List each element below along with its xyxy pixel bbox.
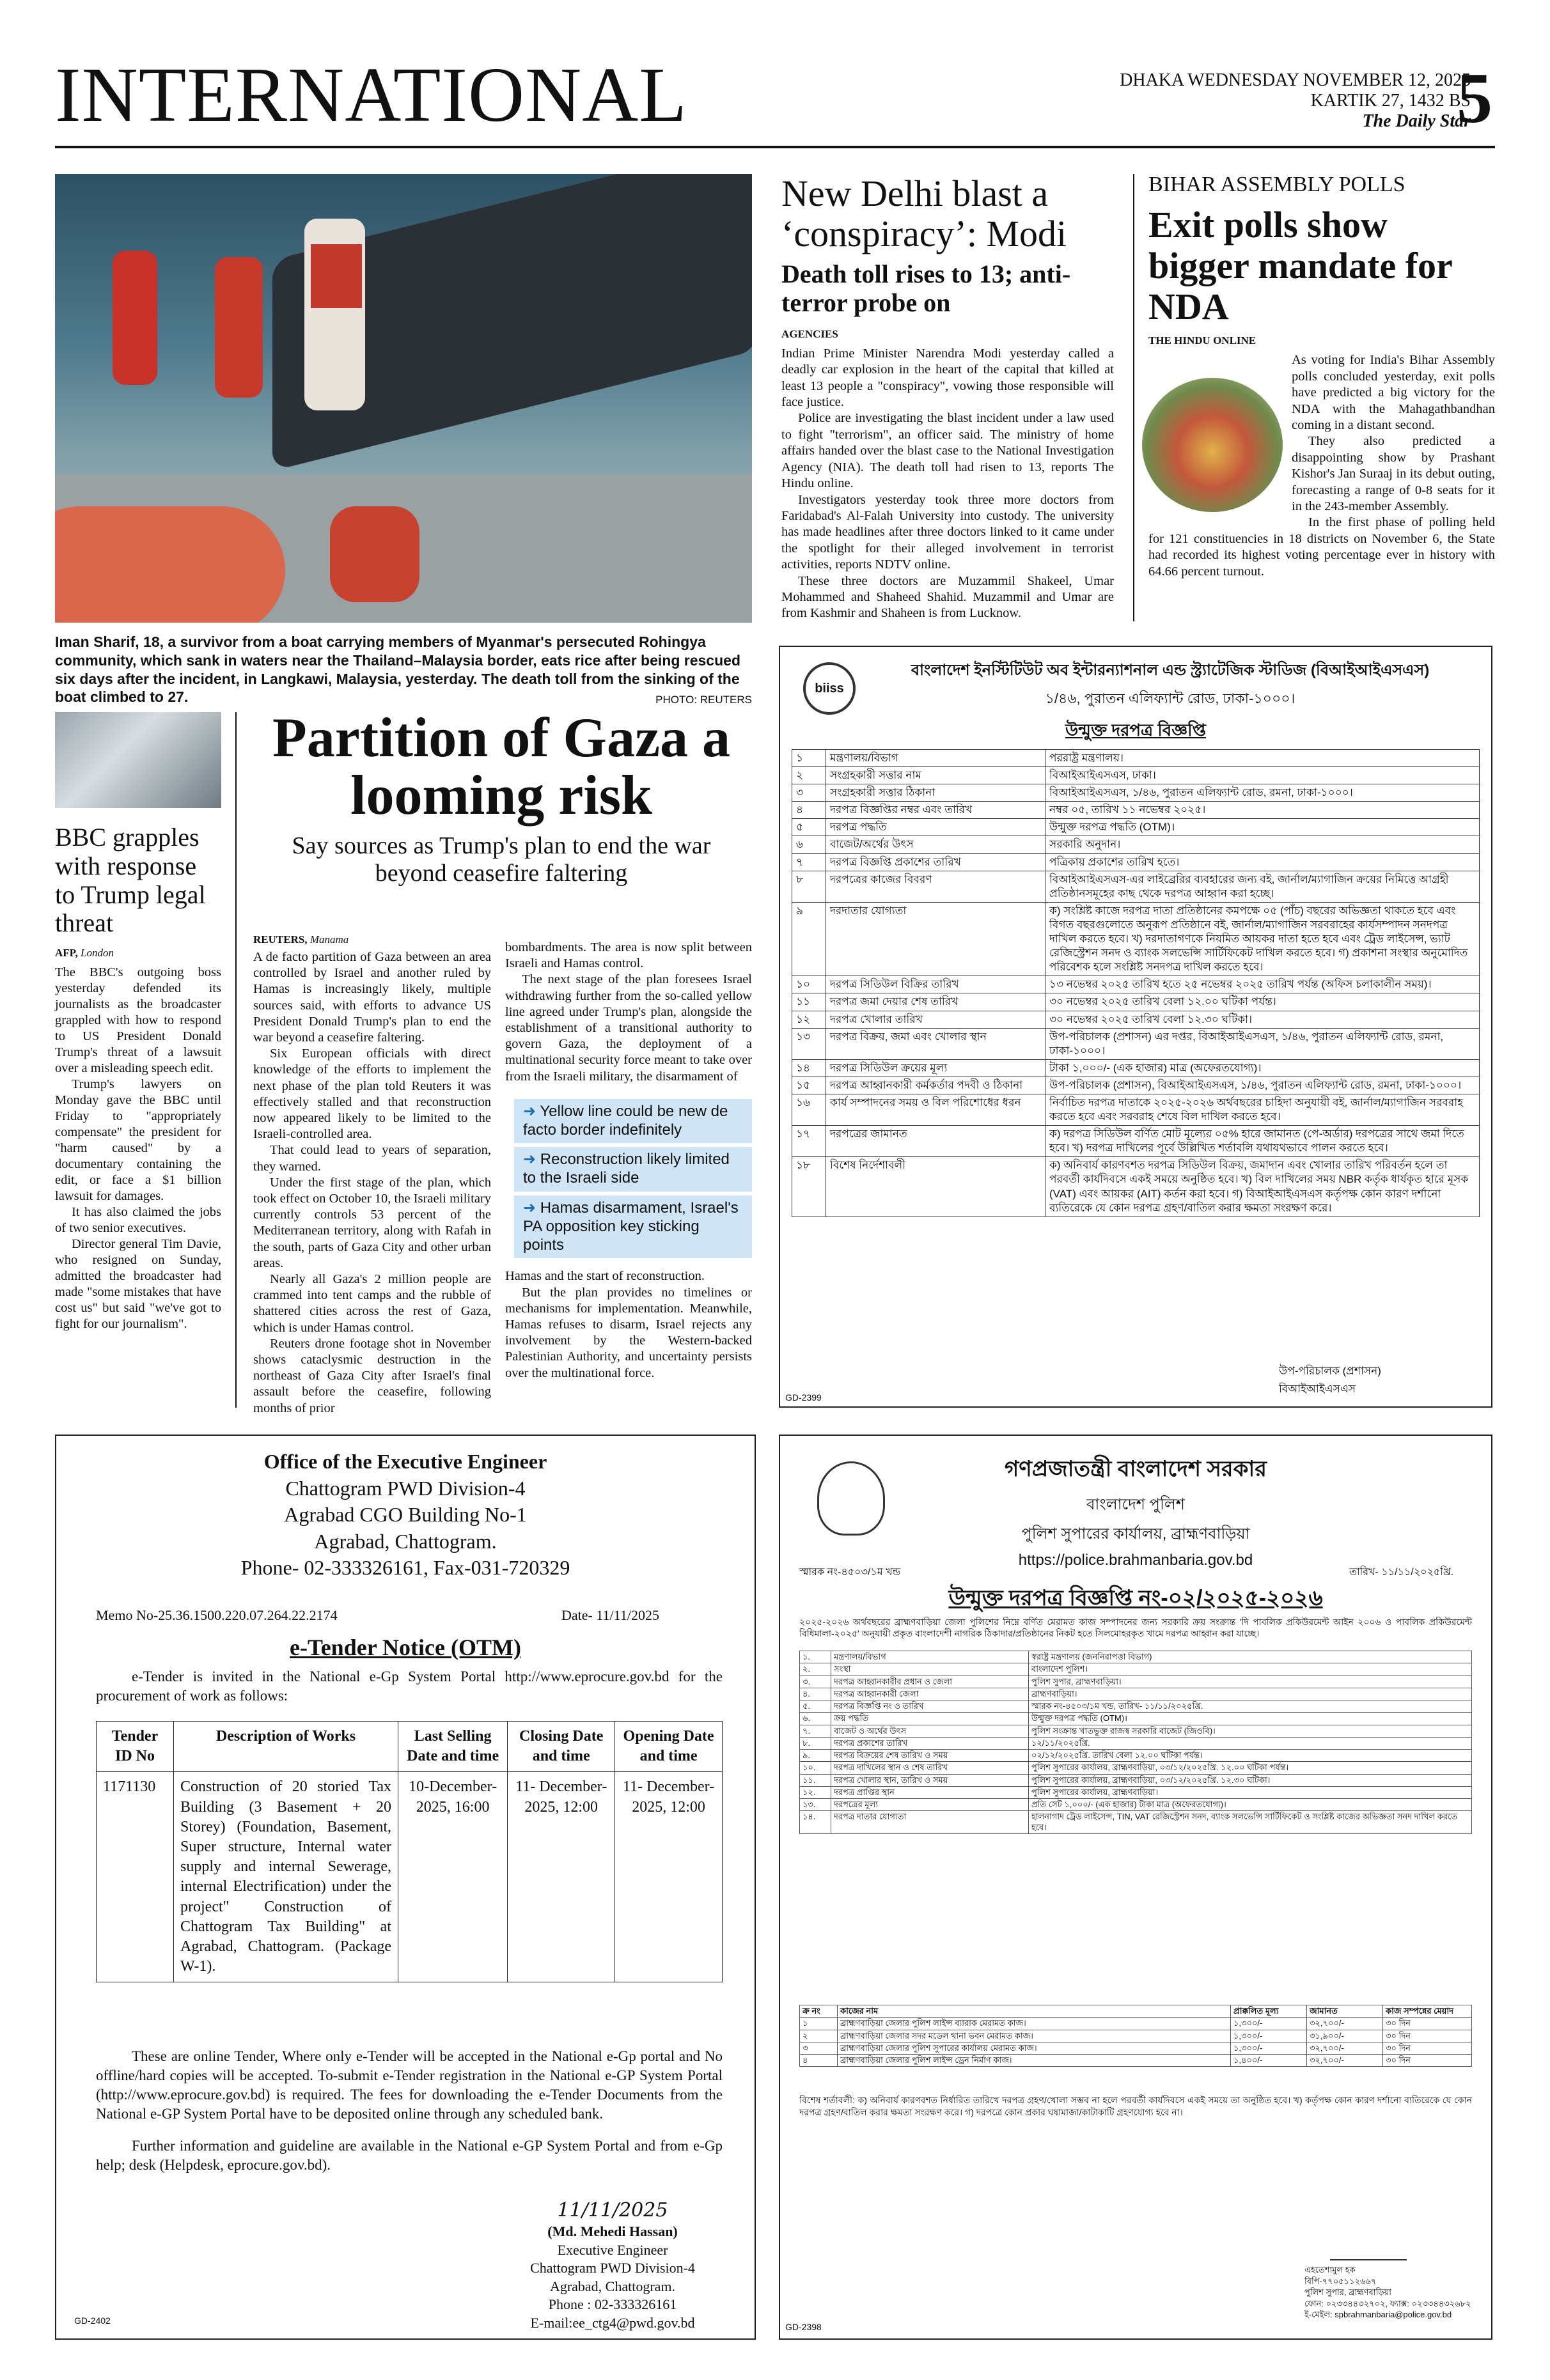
gaza-paragraph: Under the first stage of the plan, which took effect on October 10, the Israeli military currently controls 53 percent of the Mediterranean territory, along with Rafah in the south, parts of Gaza City and other urban areas. [253,1175,491,1270]
table-cell: ক) দরপত্র সিডিউল বর্ণিত মোট মূল্যের ০৫% হারে জামানত (পে-অর্ডার) দরপত্রের সাথে জমা দিতে হবে। খ) দরপত্র দাখিলের পূর্বে উল্লিখিত শর্তাবলি যথাযথভাবে পালন করতে হবে। [1045,1126,1480,1157]
table-cell: পুলিশ সুপারের কার্যালয়, ব্রাহ্মণবাড়িয়া, ০৩/১২/২০২৫খ্রি. ১২.৩০ ঘটিকা। [1029,1774,1472,1786]
table-cell: সংগ্রহকারী সত্তার নাম [826,767,1045,784]
bbc-photo [55,712,221,808]
table-cell: পুলিশ সংক্রান্ত খাতভুক্ত রাজস্ব সরকারি বাজেট (জিওবি)। [1029,1725,1472,1737]
gaza-head [251,707,752,888]
table-cell: মন্ত্রণালয়/বিভাগ [831,1651,1029,1663]
table-cell: দরপত্রের মূল্য [831,1799,1029,1811]
table-cell: ২. [800,1663,831,1676]
table-header: প্রাক্কলিত মূল্য [1231,2005,1307,2018]
table-cell: সংস্থা [831,1663,1029,1676]
table-cell: টাকা ১,০০০/- (এক হাজার) মাত্র (অফেরতযোগ্য)। [1045,1059,1480,1077]
table-cell: দরপত্রের কাজের বিবরণ [826,871,1045,902]
bihar-paragraph: In the first phase of polling held for 121 constituencies in 18 districts on November 6, the State had recorded its highest voting percentage ever in history with 64.66 percent turnout. [1148,515,1495,579]
dateline-block [1113,70,1471,132]
pwd-office: Office of the Executive Engineer [263,1450,547,1473]
signer-city: Agrabad, Chattogram. [549,2278,676,2294]
key-point [514,1147,752,1192]
delhi-paragraph: These three doctors are Muzammil Shakeel, Umar Mohammed and Shaheed Shahid. Muzammil and Umar are from Kashmir and Shaheen is from Lucknow. [781,573,1114,621]
bihar-story [1148,174,1495,580]
table-cell: ক্রয় পদ্ধতি [831,1713,1029,1725]
table-row [792,976,1480,993]
biiss-signature [1279,1363,1381,1399]
table-cell: ৫. [800,1700,831,1713]
table-cell: দরপত্র বিক্রয়ের শেষ তারিখ ও সময় [831,1750,1029,1762]
pwd-division: Chattogram PWD Division-4 [285,1476,526,1500]
table-row [800,2055,1472,2067]
table-row [97,1772,723,1982]
table-row [792,1059,1480,1077]
table-row [800,1750,1472,1762]
biiss-logo: biiss [803,662,856,715]
table-row [800,1774,1472,1786]
table-header: Closing Date and time [508,1722,615,1772]
table-cell: পুলিশ সুপার, ব্রাহ্মণবাড়িয়া। [1029,1676,1472,1688]
table-row [792,1094,1480,1125]
table-row [792,1126,1480,1157]
table-cell: ৩২,৭০০/- [1307,2042,1383,2054]
table-cell: দরপত্র দাখিলের স্থান ও শেষ তারিখ [831,1762,1029,1774]
table-cell: দরদাতার যোগ্যতা [826,902,1045,976]
table-cell: স্মারক নং-৪৫০৩/১ম খন্ড, তারিখ- ১১/১১/২০২৫খ্রি. [1029,1700,1472,1713]
table-cell: ৬ [792,836,826,853]
table-header: কাজ সম্পন্নের মেয়াদ [1383,2005,1472,2018]
table-cell: সরকারি অনুদান। [1045,836,1480,853]
police-tender-ad [779,1435,1492,2340]
table-cell: পুলিশ সুপারের কার্যালয়, ব্রাহ্মণবাড়িয়া। [1029,1786,1472,1798]
pwd-title: e-Tender Notice (OTM) [290,1635,521,1660]
column-rule [235,712,237,1408]
closing-date: 11- December-2025, 12:00 [508,1772,615,1982]
table-cell: দরপত্র প্রাপ্তির স্থান [831,1786,1029,1798]
table-cell: দরপত্র খোলার তারিখ [826,1011,1045,1028]
table-cell: ১৫ [792,1077,826,1094]
bbc-dateline: London [81,947,114,960]
table-cell: ৪. [800,1688,831,1700]
pwd-intro: e-Tender is invited in the National e-Gp System Portal http://www.eprocure.gov.bd for the procurement of work as follows: [96,1668,723,1704]
police-dept: বাংলাদেশ পুলিশ [1086,1496,1185,1513]
signer-email: E-mail:ee_ctg4@pwd.gov.bd [530,2314,695,2331]
table-cell: ৩০ দিন [1383,2018,1472,2030]
table-cell: ১২ [792,1011,826,1028]
table-row [800,2018,1472,2030]
key-point-text: Yellow line could be new de facto border indefinitely [523,1102,728,1139]
gaza-paragraph: Hamas and the start of reconstruction. [505,1269,705,1284]
table-cell: ৯ [792,902,826,976]
biiss-sign-title: উপ-পরিচালক (প্রশাসন) [1279,1365,1381,1377]
table-cell: বাজেট ও অর্থের উৎস [831,1725,1029,1737]
table-row [800,1688,1472,1700]
table-row [800,1725,1472,1737]
table-cell: দরপত্রের জামানত [826,1126,1045,1157]
table-row [792,1011,1480,1028]
table-row [800,1663,1472,1676]
pwd-building: Agrabad CGO Building No-1 [284,1503,527,1527]
table-cell: উপ-পরিচালক (প্রশাসন), বিআইআইএসএস, ১/৪৬, পুরাতন এলিফ্যান্ট রোড, রমনা, ঢাকা-১০০০। [1045,1077,1480,1094]
table-row [792,836,1480,853]
table-row [800,1713,1472,1725]
table-cell: স্বরাষ্ট্র মন্ত্রণালয় (জননিরাপত্তা বিভাগ) [1029,1651,1472,1663]
table-cell: দরপত্র জমা দেয়ার শেষ তারিখ [826,993,1045,1011]
table-cell: ১৮ [792,1157,826,1217]
gaza-paragraph: But the plan provides no timelines or mechanisms for implementation. Meanwhile, Hamas refuses to disarm, Israel rejects any involvement by the Western-backed Palestinian Authority, and uncertainty persists over the multinational force. [505,1285,752,1380]
table-cell: দরপত্র সিডিউল বিক্রির তারিখ [826,976,1045,993]
table-header: ক্র নং [800,2005,838,2018]
arrow-icon: ➜ [523,1199,536,1217]
bbc-story [55,712,221,1332]
police-header [780,1452,1491,1569]
table-cell: ৩২,৭০০/- [1307,2055,1383,2067]
gaza-byline: REUTERS, [253,933,308,945]
pwd-tender-table [96,1721,723,1982]
table-cell: পররাষ্ট্র মন্ত্রণালয়। [1045,750,1480,767]
table-cell: ৪ [800,2055,838,2067]
biiss-sign-org: বিআইআইএসএস [1279,1383,1356,1395]
arrow-icon: ➜ [523,1151,536,1169]
tender-id: 1171130 [97,1772,174,1982]
delhi-byline: AGENCIES [781,327,838,340]
table-cell: ৩ [792,784,826,802]
table-cell: ২ [792,767,826,784]
table-cell: বাজেট/অর্থের উৎস [826,836,1045,853]
table-row [792,853,1480,871]
table-cell: ৮ [792,871,826,902]
table-cell: সংগ্রহকারী সত্তার ঠিকানা [826,784,1045,802]
table-row [792,802,1480,819]
table-row [800,1799,1472,1811]
table-row [792,819,1480,836]
pwd-para-1: These are online Tender, Where only e-Tender will be accepted in the National e-Gp portal and No offline/hard copies will be accepted. To-submit e-Tender registration in the National e-GP System Portal (http://www.eprocure.gov.bd) is required. The fees for downloading the e-Tender Documents from the National e-GP System Portal have to be deposited online through any scheduled bank. [96,2048,723,2122]
pwd-city: Agrabad, Chattogram. [314,1529,497,1553]
table-header: জামানত [1307,2005,1383,2018]
table-row [792,1028,1480,1059]
signer-phone: Phone : 02-333326161 [548,2296,677,2313]
gaza-subhead: Say sources as Trump's plan to end the war beyond ceasefire faltering [292,832,711,887]
table-cell: উপ-পরিচালক (প্রশাসন) এর দপ্তর, বিআইআইএসএস, ১/৪৬, পুরাতন এলিফ্যান্ট রোড, রমনা, ঢাকা-১০০০। [1045,1028,1480,1059]
bbc-paragraph: Trump's lawyers on Monday gave the BBC until Friday to "appropriately compensate" the president for "harm caused" by a documentary containing the edit, or face a $1 billion lawsuit for damages. [55,1077,221,1204]
table-cell: ১৪ [792,1059,826,1077]
table-row [792,902,1480,976]
table-cell: ৩. [800,1676,831,1688]
gaza-headline: Partition of Gaza a looming risk [272,707,731,827]
table-row [792,1157,1480,1217]
table-cell: ১ [800,2018,838,2030]
dateline: DHAKA WEDNESDAY NOVEMBER 12, 2025 [1120,70,1471,90]
table-header: Opening Date and time [615,1722,723,1772]
table-row [792,993,1480,1011]
gaza-byline-row [253,933,491,947]
arrow-icon: ➜ [523,1102,536,1120]
table-cell: ব্রাহ্মণবাড়িয়া। [1029,1688,1472,1700]
table-cell: ৩ [800,2042,838,2054]
rescue-photo [55,174,752,623]
pwd-memo: Memo No-25.36.1500.220.07.264.22.2174 [96,1607,338,1623]
bbc-body [55,965,221,1332]
table-cell: ক) সংশ্লিষ্ট কাজে দরপত্র দাতা প্রতিষ্ঠানের কমপক্ষে ০৫ (পাঁচ) বছরের অভিজ্ঞতা থাকতে হবে এবং বিগত বছরগুলোতে অনুরূপ প্রতিষ্ঠানে বই, জার্নাল/ম্যাগাজিন সরবরাহের কার্যসম্পাদন সনদপত্র দাখিল করতে হবে। খ) দরদাতাগণকে নিয়মিত আয়কর দাতা হতে হবে এবং ট্রেড লাইসেন্স, ভ্যাট রেজিস্ট্রেশন সনদ ও ব্যাংক সলভেন্সি সার্টিফিকেট দাখিল করতে হবে। গ) প্রকাশনা সংস্থার অনুমোদিত পরিবেশক হলে সংশ্লিষ্ট সনদপত্র দাখিল করতে হবে। [1045,902,1480,976]
table-cell: বিআইআইএসএস-এর লাইব্রেরির ব্যবহারের জন্য বই, জার্নাল/ম্যাগাজিন ক্রয়ের নিমিত্তে আগ্রহী প্রতিষ্ঠানসমূহের কাছ থেকে দরপত্র আহ্বান করা হচ্ছে। [1045,871,1480,902]
table-header: Tender ID No [97,1722,174,1772]
signer-title: পুলিশ সুপার, ব্রাহ্মণবাড়িয়া [1304,2287,1391,2298]
police-intro: ২০২৫-২০২৬ অর্থবছরের ব্রাহ্মণবাড়িয়া জেলা পুলিশের নিম্নে বর্ণিত মেরামত কাজ সম্পাদনের জন্য সরকারি ক্রয় সংক্রান্ত 'দি পাবলিক প্রকিউরমেন্ট আইন ২০০৬ ও পাবলিক প্রকিউরমেন্ট বিধিমালা-২০২৫' অনুযায়ী প্রকৃত বাংলাদেশী নাগরিক ঠিকাদার/প্রতিষ্ঠানের নিকট হতে সিলমোহরকৃত খামে দরপত্র আহ্বান করা যাচ্ছে। [799,1617,1472,1639]
bihar-kicker: BIHAR ASSEMBLY POLLS [1148,173,1405,196]
biiss-title: উন্মুক্ত দরপত্র বিজ্ঞপ্তি [1065,720,1206,740]
pwd-tender-ad [55,1435,756,2340]
table-cell: ১,৪০০/- [1231,2055,1307,2067]
bbc-headline: BBC grapples with response to Trump legal threat [55,823,206,938]
table-cell: পুলিশ সুপারের কার্যালয়, ব্রাহ্মণবাড়িয়া, ০৩/১২/২০২৫খ্রি. ১২.০০ ঘটিকা পর্যন্ত। [1029,1762,1472,1774]
table-cell: দরপত্র বিজ্ঞপ্তির নম্বর এবং তারিখ [826,802,1045,819]
police-title: উন্মুক্ত দরপত্র বিজ্ঞপ্তি নং-০২/২০২৫-২০২৬ [948,1586,1323,1610]
signer-name: (Md. Mehedi Hassan) [547,2223,678,2239]
table-row [800,1762,1472,1774]
table-header: Description of Works [174,1722,398,1772]
photo-caption: Iman Sharif, 18, a survivor from a boat carrying members of Myanmar's persecuted Rohingya community, which sank in waters near the Thailand–Malaysia border, eats rice after being rescued six days after the incident, in Langkawi, Malaysia, yesterday. The death toll from the sinking of the boat climbed to 27. [55,634,740,706]
key-point [514,1099,752,1144]
pwd-para-2: Further information and guideline are available in the National e-GP System Portal and from e-Gp help; desk (Helpdesk, eprocure.gov.bd). [96,2138,723,2173]
signer-name: এহতেশামুল হক [1304,2265,1356,2275]
table-cell: নির্বাচিত দরপত্র দাতাকে ২০২৫-২০২৬ অর্থবছরের চাহিদা অনুযায়ী বই, জার্নাল/ম্যাগাজিন সরবরাহ করতে হবে এবং সরবরাহ শেষে বিল দাখিল করতে হবে। [1045,1094,1480,1125]
bihar-body [1148,352,1495,580]
bbc-paragraph: Director general Tim Davie, who resigned on Sunday, admitted the broadcaster had made "some mistakes that have cost us" but said "we've got to fight for our journalism". [55,1237,221,1332]
delhi-paragraph: Police are investigating the blast incident under a law used to fight "terrorism", an officer said. The ministry of home affairs handed over the blast case to the National Investigation Agency (NIA). The death toll had risen to 13, reports The Hindu online. [781,411,1114,491]
table-cell: দরপত্র পদ্ধতি [826,819,1045,836]
table-cell: ১১ [792,993,826,1011]
delhi-subhead: Death toll rises to 13; anti-terror probe on [781,260,1071,318]
table-cell: উন্মুক্ত দরপত্র পদ্ধতি (OTM)। [1045,819,1480,836]
last-selling-date: 10-December-2025, 16:00 [398,1772,508,1982]
table-cell: ১১. [800,1774,831,1786]
table-cell: ৩০ নভেম্বর ২০২৫ তারিখ বেলা ১২.০০ ঘটিকা পর্যন্ত। [1045,993,1480,1011]
table-cell: ২ [800,2030,838,2042]
table-cell: বিশেষ নির্দেশাবলী [826,1157,1045,1217]
voters-photo [1142,378,1283,512]
police-website: https://police.brahmanbaria.gov.bd [1018,1552,1253,1569]
bbc-paragraph: The BBC's outgoing boss yesterday defended its journalists as the broadcaster grappled with how to respond to US President Donald Trump's threat of a lawsuit over a misleading speech edit. [55,965,221,1076]
paper-name: The Daily Star [1362,111,1471,132]
ad-code: GD-2402 [74,2315,111,2326]
biiss-org: বাংলাদেশ ইনস্টিটিউট অব ইন্টারন্যাশনাল এন্ড স্ট্র্যাটেজিক স্টাডিজ (বিআইআইএসএস) [911,662,1430,679]
table-cell: বিআইআইএসএস, ঢাকা। [1045,767,1480,784]
police-table [799,1651,1472,1834]
signer-phone: ফোন: ০২৩৩৪৪৩২৭০২, ফ্যাক্স: ০২৩৩৪৪৩২৬৮২ [1304,2298,1471,2308]
table-cell: কার্য সম্পাদনের সময় ও বিল পরিশোধের ধরন [826,1094,1045,1125]
signature-mark [1330,2241,1407,2260]
ad-code: GD-2399 [785,1392,822,1403]
table-cell: ৮. [800,1737,831,1749]
police-works-table [799,2005,1472,2067]
biiss-header [863,658,1477,712]
table-cell: ব্রাহ্মণবাড়িয়া জেলার পুলিশ লাইন্স ব্যারাক মেরামত কাজ। [838,2018,1231,2030]
table-cell: ৩২,৭০০/- [1307,2018,1383,2030]
bbc-paragraph: It has also claimed the jobs of two senior executives. [55,1205,221,1236]
police-memo: স্মারক নং-৪৫০৩/১ম খন্ড [799,1567,901,1578]
pwd-signature [504,2198,721,2333]
gaza-paragraph: Nearly all Gaza's 2 million people are crammed into tent camps and the rubble of shattered cities across the rest of Gaza, which is under Hamas control. [253,1272,491,1335]
table-row [800,1651,1472,1663]
table-cell: ১,৩০০/- [1231,2042,1307,2054]
bbc-byline-row [55,947,221,960]
bihar-headline: Exit polls show bigger mandate for NDA [1148,204,1452,327]
signature-date: 11/11/2025 [557,2199,668,2221]
table-row [800,1786,1472,1798]
gaza-paragraph: bombardments. The area is now split between Israeli and Hamas control. [505,940,752,971]
key-points-box [514,1099,752,1259]
table-cell: ০২/১২/২০২৫খ্রি. তারিখ বেলা ১২.০০ ঘটিকা পর্যন্ত। [1029,1750,1472,1762]
table-cell: দরপত্র দাতার যোগ্যতা [831,1811,1029,1834]
table-cell: ব্রাহ্মণবাড়িয়া জেলার পুলিশ লাইন্স ড্রেন নির্মাণ কাজ। [838,2055,1231,2067]
table-cell: উন্মুক্ত দরপত্র পদ্ধতি (OTM)। [1029,1713,1472,1725]
table-cell: ক) অনিবার্য কারণবশত দরপত্র সিডিউল বিক্রয়, জমাদান এবং খোলার তারিখ পরিবর্তন হলে তা পরবর্তী কার্যদিবসে একই সময়ে অনুষ্ঠিত হবে। খ) বিল দাখিলের সময় NBR কর্তৃক ধার্যকৃত হারে মূসক (VAT) এবং আয়কর (AIT) কর্তন করা হবে। গ) বিআইআইএসএস কর্তৃপক্ষ কোন কারণ দর্শানো ব্যতিরেকে যে কোন দরপত্র গ্রহণ/বাতিল করার ক্ষমতা সংরক্ষণ করে। [1045,1157,1480,1217]
table-row [800,2030,1472,2042]
table-row [800,1737,1472,1749]
table-cell: ১. [800,1651,831,1663]
police-notes: বিশেষ শর্তাবলী: ক) অনিবার্য কারণবশত নির্ধারিত তারিখে দরপত্র গ্রহণ/খোলা সম্ভব না হলে পরবর্তী কার্যদিবসে একই সময়ে তা অনুষ্ঠিত হবে। খ) কর্তৃপক্ষ কোন কারণ দর্শানো ব্যতিরেকে যে কোন দরপত্র গ্রহণ/বাতিল করার ক্ষমতা সংরক্ষণ করে। গ) দরপত্রে কোন প্রকার ঘষামাজা/কাটাকাটি গ্রহণযোগ্য হবে না। [799,2095,1472,2117]
table-row [800,1676,1472,1688]
signer-title: Executive Engineer [557,2241,668,2258]
table-cell: ব্রাহ্মণবাড়িয়া জেলার সদর মডেল থানা ভবন মেরামত কাজ। [838,2030,1231,2042]
table-cell: বাংলাদেশ পুলিশ। [1029,1663,1472,1676]
table-cell: দরপত্র সিডিউল ক্রয়ের মূল্য [826,1059,1045,1077]
table-row [800,2042,1472,2054]
gaza-paragraph: Six European officials with direct knowledge of the efforts to implement the next phase of the plan told Reuters it was effectively stalled and that reconstruction now appeared likely to be limited to the Israeli-controlled area. [253,1046,491,1142]
table-cell: ৯. [800,1750,831,1762]
table-cell: ৩০ দিন [1383,2042,1472,2054]
photo-credit: PHOTO: REUTERS [655,694,752,706]
table-row [792,784,1480,802]
table-cell: ১৩ [792,1028,826,1059]
table-cell: ১৩. [800,1799,831,1811]
table-cell: দরপত্র আহ্বানকারী কর্মকর্তার পদবী ও ঠিকানা [826,1077,1045,1094]
gaza-paragraph: The next stage of the plan foresees Israel withdrawing further from the so-called yellow line agreed under Trump's plan, alongside the establishment of a transitional authority to govern Gaza, the deployment of a multinational security force meant to take over from the Israeli military, the disarmament of [505,972,752,1084]
bbc-byline: AFP, [55,947,78,960]
bihar-byline: THE HINDU ONLINE [1148,334,1256,347]
delhi-headline: New Delhi blast a ‘conspiracy’: Modi [781,173,1067,254]
delhi-paragraph: Investigators yesterday took three more doctors from Faridabad's Al-Falah University into custody. The university has made headlines after three doctors linked to it came under the spotlight for their alleged involvement in terrorist activities, reports NDTV online. [781,492,1114,572]
table-cell: দরপত্র বিজ্ঞপ্তি নং ও তারিখ [831,1700,1029,1713]
signer-id: বিপি-৭৭০৫১১২৬৬৭ [1304,2276,1377,2286]
work-description: Construction of 20 storied Tax Building (3 Basement + 20 Storey) (Foundation, Basement, Super structure, Internal water supply and internal Sewerage, internal Electrification) under the project" Construction of Chattogram Tax Building" at Agrabad, Chattogram. (Package W-1). [174,1772,398,1982]
table-cell: ১৬ [792,1094,826,1125]
police-office: পুলিশ সুপারের কার্যালয়, ব্রাহ্মণবাড়িয়া [1021,1525,1250,1543]
table-cell: ১,৩০০/- [1231,2018,1307,2030]
table-cell: মন্ত্রণালয়/বিভাগ [826,750,1045,767]
police-signature [1304,2241,1483,2321]
table-cell: ১২. [800,1786,831,1798]
opening-date: 11- December-2025, 12:00 [615,1772,723,1982]
delhi-story [781,174,1114,622]
table-row [792,1077,1480,1094]
table-cell: ১,৩০০/- [1231,2030,1307,2042]
table-cell: প্রতি সেট ১,০০০/- (এক হাজার) টাকা মাত্র (অফেরতযোগ্য)। [1029,1799,1472,1811]
table-cell: ১০ [792,976,826,993]
table-row [800,1811,1472,1834]
gaza-col-1 [253,933,491,1417]
table-cell: ৫ [792,819,826,836]
masthead-rule [55,146,1495,148]
table-header: Last Selling Date and time [398,1722,508,1772]
delhi-body [781,346,1114,622]
table-cell: ৭ [792,853,826,871]
table-row [800,1700,1472,1713]
table-row [792,750,1480,767]
pwd-date: Date- 11/11/2025 [561,1607,659,1623]
table-cell: দরপত্র খোলার স্থান, তারিখ ও সময় [831,1774,1029,1786]
table-cell: ১৭ [792,1126,826,1157]
table-cell: ৩০ দিন [1383,2055,1472,2067]
table-cell: দরপত্র আহ্বানকারী জেলা [831,1688,1029,1700]
table-cell: বিআইআইএসএস, ১/৪৬, পুরাতন এলিফ্যান্ট রোড, রমনা, ঢাকা-১০০০। [1045,784,1480,802]
bangla-date: KARTIK 27, 1432 BS [1310,91,1471,111]
key-point-text: Reconstruction likely limited to the Israeli side [523,1151,730,1187]
signer-email: ই-মেইল: spbrahmanbaria@police.gov.bd [1304,2310,1452,2320]
bihar-paragraph: As voting for India's Bihar Assembly polls concluded yesterday, exit polls have predicted a big victory for the NDA with the Mahagathbandhan coming in a distant second. [1292,353,1495,433]
table-header: কাজের নাম [838,2005,1231,2018]
bihar-paragraph: They also predicted a disappointing show by Prashant Kishor's Jan Suraaj in its debut outing, forecasting a range of 0-8 seats for it in the 243-member Assembly. [1292,434,1495,514]
table-cell: ১৩ নভেম্বর ২০২৫ তারিখ হতে ২৫ নভেম্বর ২০২৫ তারিখ পর্যন্ত (অফিস চলাকালীন সময়)। [1045,976,1480,993]
column-rule [1133,174,1134,621]
gaza-paragraph: That could lead to years of separation, they warned. [253,1143,491,1174]
ad-code: GD-2398 [785,2322,822,2332]
biiss-tender-ad [779,646,1492,1408]
pwd-phone: Phone- 02-333326161, Fax-031-720329 [240,1556,570,1580]
key-point-text: Hamas disarmament, Israel's PA opposition key sticking points [523,1199,739,1254]
table-cell: ১২/১১/২০২৫খ্রি. [1029,1737,1472,1749]
table-cell: দরপত্র বিজ্ঞপ্তি প্রকাশের তারিখ [826,853,1045,871]
pwd-header [56,1449,755,1582]
table-cell: হালনাগাদ ট্রেড লাইসেন্স, TIN, VAT রেজিস্ট্রেশন সনদ, ব্যাংক সলভেন্সি সার্টিফিকেট ও সংশ্লিষ্ট কাজের অভিজ্ঞতা সনদ দাখিল করতে হবে। [1029,1811,1472,1834]
key-point [514,1195,752,1258]
page-number: 5 [1457,59,1492,138]
table-cell: ৩০ নভেম্বর ২০২৫ তারিখ বেলা ১২.৩০ ঘটিকা। [1045,1011,1480,1028]
delhi-paragraph: Indian Prime Minister Narendra Modi yesterday called a deadly car explosion in the heart of the capital that killed at least 13 people a "conspiracy", vowing those responsible will face justice. [781,346,1114,410]
table-cell: ৬. [800,1713,831,1725]
table-cell: ৪ [792,802,826,819]
photo-caption-block [55,633,752,707]
biiss-address: ১/৪৬, পুরাতন এলিফ্যান্ট রোড, ঢাকা-১০০০। [1045,690,1296,706]
table-row [792,767,1480,784]
section-title: INTERNATIONAL [55,52,687,138]
table-cell: দরপত্র প্রকাশের তারিখ [831,1737,1029,1749]
table-cell: ১৪. [800,1811,831,1834]
table-cell: দরপত্র বিক্রয়, জমা এবং খোলার স্থান [826,1028,1045,1059]
table-cell: পত্রিকায় প্রকাশের তারিখ হতে। [1045,853,1480,871]
police-date: তারিখ- ১১/১১/২০২৫খ্রি. [1349,1567,1454,1578]
table-cell: ১০. [800,1762,831,1774]
table-cell: দরপত্র আহ্বানকারীর প্রধান ও জেলা [831,1676,1029,1688]
gaza-col-2 [505,940,752,1381]
table-cell: ৭. [800,1725,831,1737]
table-row [792,871,1480,902]
biiss-table [792,749,1480,1217]
table-cell: নম্বর ০৫, তারিখ ১১ নভেম্বর ২০২৫। [1045,802,1480,819]
table-cell: ৩০ দিন [1383,2030,1472,2042]
gaza-paragraph: A de facto partition of Gaza between an area controlled by Israel and another ruled by Hamas is increasingly likely, multiple sources said, with efforts to advance US President Donald Trump's plan to end the war beyond a ceasefire faltering. [253,949,491,1045]
table-cell: ১ [792,750,826,767]
gaza-dateline: Manama [309,933,349,945]
table-cell: ৩১,৯০০/- [1307,2030,1383,2042]
police-govt: গণপ্রজাতন্ত্রী বাংলাদেশ সরকার [1004,1457,1267,1481]
gaza-paragraph: Reuters drone footage shot in November shows cataclysmic destruction in the northeast of Gaza City after Israel's final assault before the ceasefire, following months of prior [253,1336,491,1415]
table-cell: ব্রাহ্মণবাড়িয়া জেলার পুলিশ সুপারের কার্যালয় মেরামত কাজ। [838,2042,1231,2054]
signer-division: Chattogram PWD Division-4 [530,2260,695,2276]
